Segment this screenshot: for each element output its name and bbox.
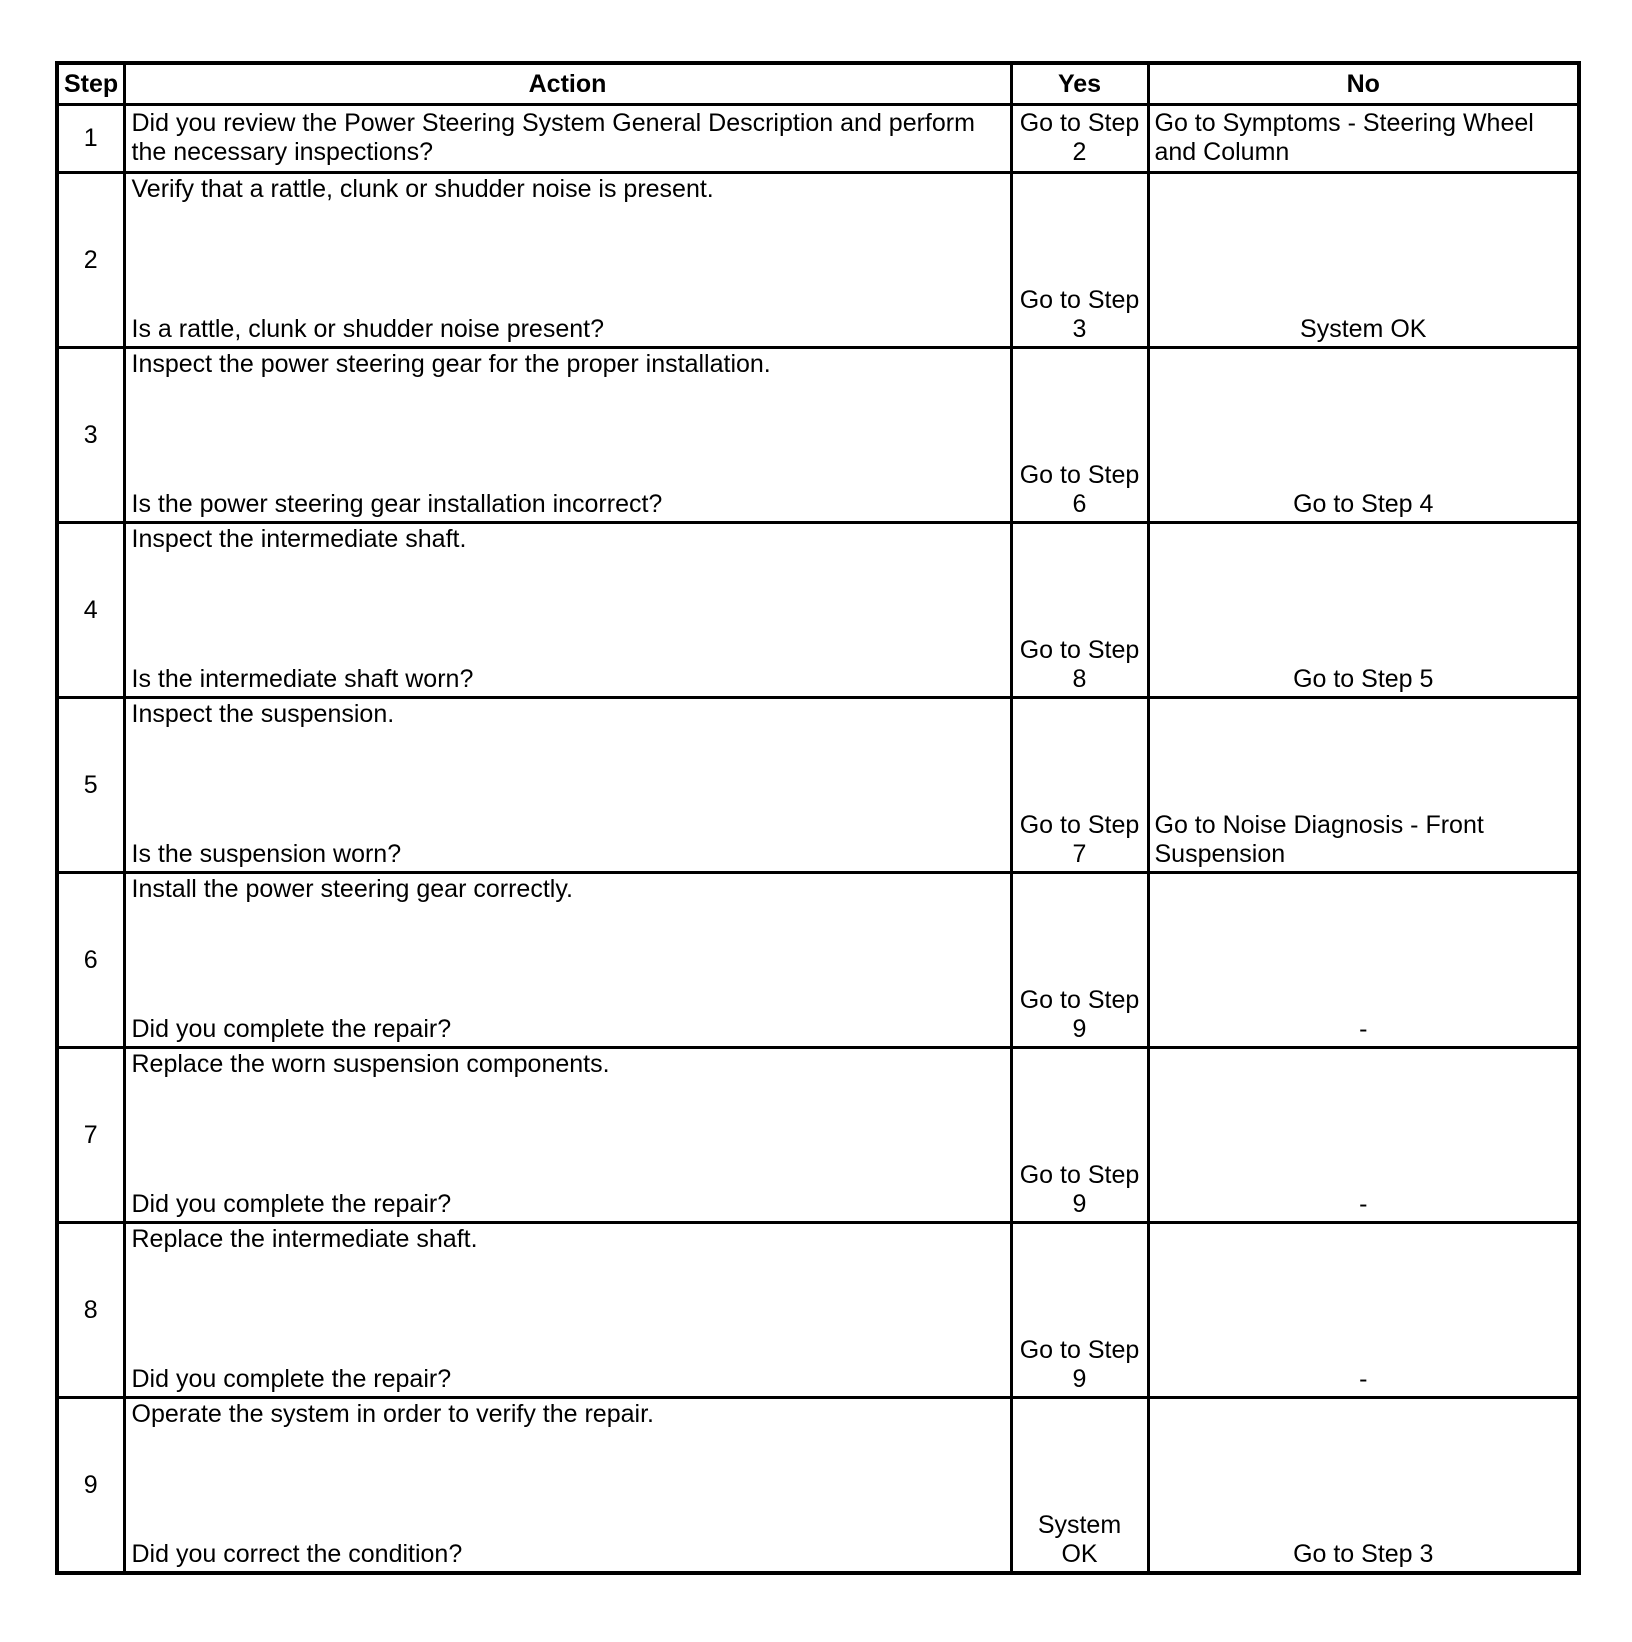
action-cell — [124, 1048, 1011, 1223]
action-question: Is the power steering gear installation incorrect? — [131, 490, 663, 518]
yes-cell — [1011, 1048, 1148, 1223]
yes-text-line1: Go to Step — [1019, 108, 1140, 137]
step-number: 4 — [57, 523, 124, 698]
yes-text-line1: System — [1037, 1511, 1122, 1539]
action-instruction: Operate the system in order to verify the repair. — [131, 1400, 654, 1428]
action-cell — [124, 173, 1011, 348]
action-instruction: Replace the intermediate shaft. — [131, 1225, 478, 1253]
action-text: Did you review the Power Steering System General Description and perform the necessary inspections? — [131, 109, 975, 166]
table-row — [57, 1223, 1579, 1398]
action-instruction: Inspect the suspension. — [131, 700, 395, 728]
table-row — [57, 523, 1579, 698]
yes-text-line1: Go to Step — [1019, 811, 1140, 839]
action-cell — [124, 873, 1011, 1048]
no-cell: System OK — [1148, 173, 1579, 348]
action-instruction: Replace the worn suspension components. — [131, 1050, 610, 1078]
step-number: 7 — [57, 1048, 124, 1223]
no-cell: - — [1148, 873, 1579, 1048]
yes-text-line1: Go to Step — [1019, 986, 1140, 1014]
action-cell — [124, 1398, 1011, 1574]
table-row — [57, 173, 1579, 348]
yes-text-line2: 6 — [1072, 490, 1087, 518]
no-cell: Go to Step 4 — [1148, 348, 1579, 523]
header-yes: Yes — [1011, 63, 1148, 105]
no-cell: Go to Symptoms - Steering Wheel and Column — [1148, 105, 1579, 173]
yes-text-line2: 9 — [1072, 1365, 1087, 1393]
step-number: 6 — [57, 873, 124, 1048]
table-row — [57, 1048, 1579, 1223]
yes-cell — [1011, 173, 1148, 348]
no-cell: - — [1148, 1223, 1579, 1398]
action-question: Did you correct the condition? — [131, 1540, 463, 1568]
table-header-row — [57, 63, 1579, 105]
table-row — [57, 698, 1579, 873]
step-number: 8 — [57, 1223, 124, 1398]
yes-text-line2: OK — [1061, 1540, 1098, 1568]
yes-text-line1: Go to Step — [1019, 461, 1140, 489]
action-question: Did you complete the repair? — [131, 1365, 452, 1393]
action-question: Is the intermediate shaft worn? — [131, 665, 474, 693]
yes-text-line2: 9 — [1072, 1015, 1087, 1043]
action-instruction: Verify that a rattle, clunk or shudder noise is present. — [131, 175, 714, 203]
no-cell: Go to Noise Diagnosis - Front Suspension — [1148, 698, 1579, 873]
action-instruction: Inspect the power steering gear for the proper installation. — [131, 350, 771, 378]
action-instruction: Inspect the intermediate shaft. — [131, 525, 467, 553]
action-cell — [124, 105, 1011, 173]
no-cell: - — [1148, 1048, 1579, 1223]
table-row — [57, 105, 1579, 173]
action-question: Did you complete the repair? — [131, 1015, 452, 1043]
action-question: Did you complete the repair? — [131, 1190, 452, 1218]
step-number: 3 — [57, 348, 124, 523]
action-question: Is a rattle, clunk or shudder noise present? — [131, 315, 604, 343]
table-row — [57, 1398, 1579, 1574]
yes-cell — [1011, 1223, 1148, 1398]
yes-text-line2: 3 — [1072, 315, 1087, 343]
yes-text-line2: 9 — [1072, 1190, 1087, 1218]
yes-text-line2: 2 — [1072, 137, 1087, 166]
action-instruction: Install the power steering gear correctly. — [131, 875, 573, 903]
step-number: 5 — [57, 698, 124, 873]
yes-cell — [1011, 698, 1148, 873]
yes-cell — [1011, 348, 1148, 523]
yes-text-line1: Go to Step — [1019, 1161, 1140, 1189]
yes-cell — [1011, 873, 1148, 1048]
action-cell — [124, 523, 1011, 698]
step-number: 9 — [57, 1398, 124, 1574]
header-no: No — [1148, 63, 1579, 105]
yes-text-line2: 7 — [1072, 840, 1087, 868]
step-number: 1 — [57, 105, 124, 173]
yes-text-line1: Go to Step — [1019, 636, 1140, 664]
yes-text-line1: Go to Step — [1019, 1336, 1140, 1364]
no-cell: Go to Step 5 — [1148, 523, 1579, 698]
yes-cell — [1011, 1398, 1148, 1574]
table-row — [57, 348, 1579, 523]
diagnostic-table — [55, 61, 1581, 1575]
step-number: 2 — [57, 173, 124, 348]
yes-text-line2: 8 — [1072, 665, 1087, 693]
action-cell — [124, 1223, 1011, 1398]
table-row — [57, 873, 1579, 1048]
action-cell — [124, 698, 1011, 873]
header-action: Action — [124, 63, 1011, 105]
header-step: Step — [57, 63, 124, 105]
no-cell: Go to Step 3 — [1148, 1398, 1579, 1574]
yes-text-line1: Go to Step — [1019, 286, 1140, 314]
yes-cell — [1011, 105, 1148, 173]
action-cell — [124, 348, 1011, 523]
action-question: Is the suspension worn? — [131, 840, 402, 868]
yes-cell — [1011, 523, 1148, 698]
